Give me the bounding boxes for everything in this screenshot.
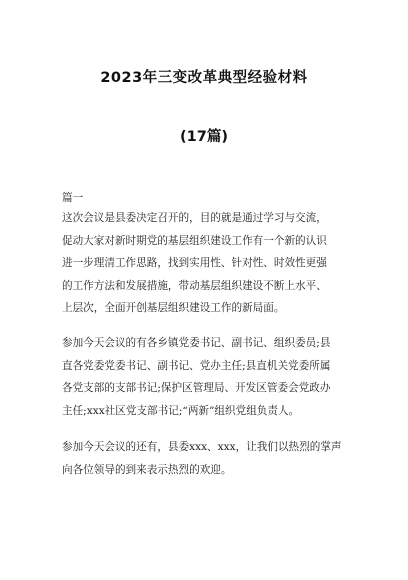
paragraph-2 [62, 332, 362, 422]
paragraph-line: 直各党委党委书记、副书记、党办主任;县直机关党委所属 [62, 359, 331, 372]
paragraph-line: 上层次，全面开创基层组织建设工作的新局面。 [62, 302, 285, 314]
paragraph-line: 参加今天会议的还有，县委xxx、xxx，让我们以热烈的掌声 [62, 441, 342, 453]
paragraph-line: 促动大家对新时期党的基层组织建设工作有一个新的认识 [62, 234, 327, 247]
paragraph-line: 参加今天会议的有各乡镇党委书记、副书记、组织委员;县 [62, 337, 331, 349]
paragraph-line: 进一步理清工作思路，找到实用性、针对性、时效性更强 [62, 257, 327, 269]
paragraph-line: 各党支部的支部书记;保护区管理局、开发区管委会党政办 [62, 382, 331, 394]
document-title: 2023年三变改革典型经验材料 [100, 70, 308, 86]
paragraph-line: 向各位领导的到来表示热烈的欢迎。 [62, 463, 232, 476]
paragraph-line: 的工作方法和发展措施，带动基层组织建设不断上水平、 [62, 279, 327, 292]
document-subtitle: (17篇) [180, 129, 228, 145]
section-label: 篇一 [62, 192, 84, 204]
paragraph-1 [62, 207, 362, 320]
paragraph-line: 主任;xxx社区党支部书记;“两新”组织党组负责人。 [62, 404, 300, 417]
paragraph-line: 这次会议是县委决定召开的，目的就是通过学习与交流， [62, 212, 327, 224]
paragraph-3 [62, 436, 362, 481]
